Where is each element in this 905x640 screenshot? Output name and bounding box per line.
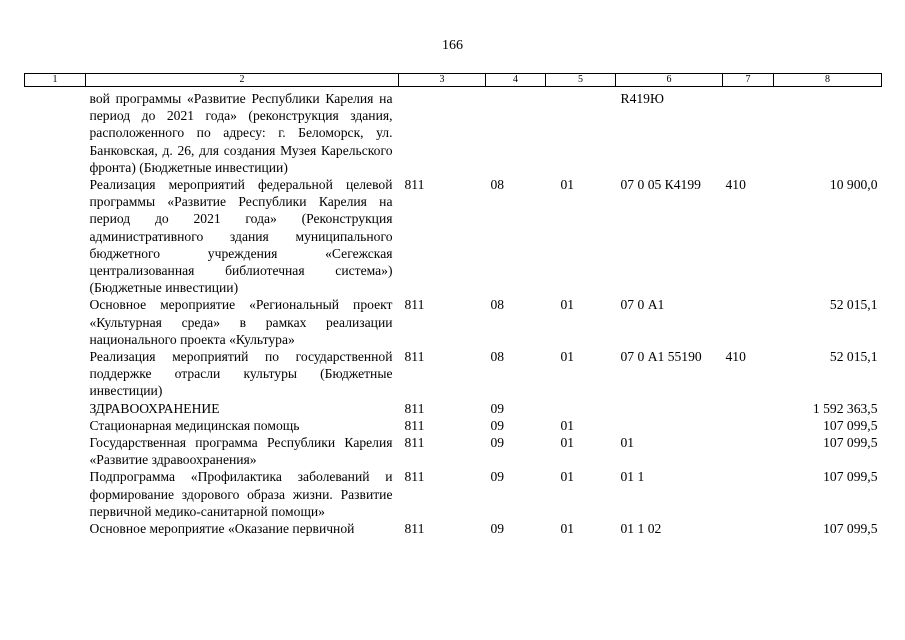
amount-cell: 107 099,5	[823, 469, 878, 485]
grbs-code-cell	[399, 87, 486, 177]
section-code-cell: 08	[490, 177, 505, 193]
amount-cell: 52 015,1	[829, 349, 878, 365]
grbs-code-cell: 811	[404, 469, 425, 485]
table-row	[25, 434, 882, 468]
amount-cell	[774, 87, 882, 177]
table-row	[25, 348, 882, 400]
item-name-cell: Подпрограмма «Профилактика заболеваний и формирование здорового образа жизни. Развитие первичной медико-санитарной помощи»	[89, 469, 393, 519]
page-number: 166	[442, 38, 463, 53]
grbs-code-cell: 811	[404, 417, 425, 433]
subsection-code-cell	[546, 400, 616, 417]
column-header-7: 7	[723, 74, 774, 87]
item-name-cell: Государственная программа Республики Карелия «Развитие здравоохранения»	[89, 435, 393, 468]
subsection-code-cell: 01	[560, 417, 575, 433]
target-article-cell: 01 1 02	[620, 521, 662, 537]
column-number-header-row	[25, 74, 882, 87]
subsection-code-cell: 01	[560, 177, 575, 193]
column-header-3: 3	[399, 74, 486, 87]
subsection-code-cell: 01	[560, 349, 575, 365]
item-name-cell: вой программы «Развитие Республики Карелия на период до 2021 года» (реконструкция здания, расположенного по адресу: г. Беломорск, ул. Банковская, д. 26, для создания Музея Карельского фронта) (Бюджетные инвестиции)	[89, 91, 393, 175]
table-row	[25, 296, 882, 348]
row-number-cell	[25, 87, 86, 177]
column-header-6: 6	[616, 74, 723, 87]
expense-type-cell	[723, 434, 774, 468]
grbs-code-cell: 811	[404, 435, 425, 451]
grbs-code-cell: 811	[404, 349, 425, 365]
section-code-cell	[486, 87, 546, 177]
table-row	[25, 400, 882, 417]
grbs-code-cell: 811	[404, 177, 425, 193]
grbs-code-cell: 811	[404, 297, 425, 313]
target-article-cell: R419Ю	[620, 91, 664, 106]
table-row	[25, 520, 882, 537]
table-row	[25, 468, 882, 520]
table-row	[25, 87, 882, 177]
item-name-cell: Стационарная медицинская помощь	[89, 417, 300, 433]
subsection-code-cell	[546, 87, 616, 177]
grbs-code-cell: 811	[404, 521, 425, 537]
target-article-cell	[616, 400, 723, 417]
row-number-cell	[25, 348, 86, 400]
section-code-cell: 09	[490, 435, 505, 451]
item-name-cell: Основное мероприятие «Оказание первичной	[89, 521, 355, 537]
expense-type-cell	[723, 468, 774, 520]
item-name-cell: ЗДРАВООХРАНЕНИЕ	[89, 400, 220, 416]
expense-type-cell: 410	[725, 349, 746, 365]
target-article-cell: 01	[620, 435, 635, 451]
table-row	[25, 176, 882, 296]
expense-type-cell	[723, 87, 774, 177]
section-code-cell: 09	[490, 417, 505, 433]
row-number-cell	[25, 520, 86, 537]
row-number-cell	[25, 468, 86, 520]
target-article-cell: 07 0 А1 55190	[620, 349, 702, 365]
subsection-code-cell: 01	[560, 469, 575, 485]
grbs-code-cell: 811	[404, 400, 425, 416]
row-number-cell	[25, 296, 86, 348]
amount-cell: 107 099,5	[823, 521, 878, 537]
row-number-cell	[25, 417, 86, 434]
amount-cell: 1 592 363,5	[812, 400, 878, 416]
amount-cell: 10 900,0	[829, 177, 878, 193]
subsection-code-cell: 01	[560, 435, 575, 451]
expense-type-cell	[723, 400, 774, 417]
row-number-cell	[25, 176, 86, 296]
budget-table	[24, 73, 882, 537]
column-header-5: 5	[546, 74, 616, 87]
target-article-cell: 07 0 05 К4199	[620, 177, 701, 193]
expense-type-cell	[723, 417, 774, 434]
section-code-cell: 09	[490, 400, 505, 416]
item-name-cell: Основное мероприятие «Региональный проект «Культурная среда» в рамках реализации национального проекта «Культура»	[89, 297, 393, 347]
item-name-cell: Реализация мероприятий по государственной поддержке отрасли культуры (Бюджетные инвестиции)	[89, 349, 393, 399]
amount-cell: 107 099,5	[823, 417, 878, 433]
expense-type-cell	[723, 296, 774, 348]
section-code-cell: 08	[490, 297, 505, 313]
row-number-cell	[25, 400, 86, 417]
section-code-cell: 09	[490, 469, 505, 485]
amount-cell: 107 099,5	[823, 435, 878, 451]
expense-type-cell: 410	[725, 177, 746, 193]
column-header-8: 8	[774, 74, 882, 87]
column-header-2: 2	[86, 74, 399, 87]
subsection-code-cell: 01	[560, 521, 575, 537]
amount-cell: 52 015,1	[829, 297, 878, 313]
item-name-cell: Реализация мероприятий федеральной целевой программы «Развитие Республики Карелия на период до 2021 года» (Реконструкция административного здания муниципального бюджетного учреждения «Сегежская централизованная библиотечная система») (Бюджетные инвестиции)	[89, 177, 393, 296]
subsection-code-cell: 01	[560, 297, 575, 313]
table-row	[25, 417, 882, 434]
target-article-cell: 01 1	[620, 469, 645, 485]
section-code-cell: 09	[490, 521, 505, 537]
target-article-cell: 07 0 А1	[620, 297, 665, 313]
column-header-1: 1	[25, 74, 86, 87]
section-code-cell: 08	[490, 349, 505, 365]
expense-type-cell	[723, 520, 774, 537]
target-article-cell	[616, 417, 723, 434]
row-number-cell	[25, 434, 86, 468]
column-header-4: 4	[486, 74, 546, 87]
